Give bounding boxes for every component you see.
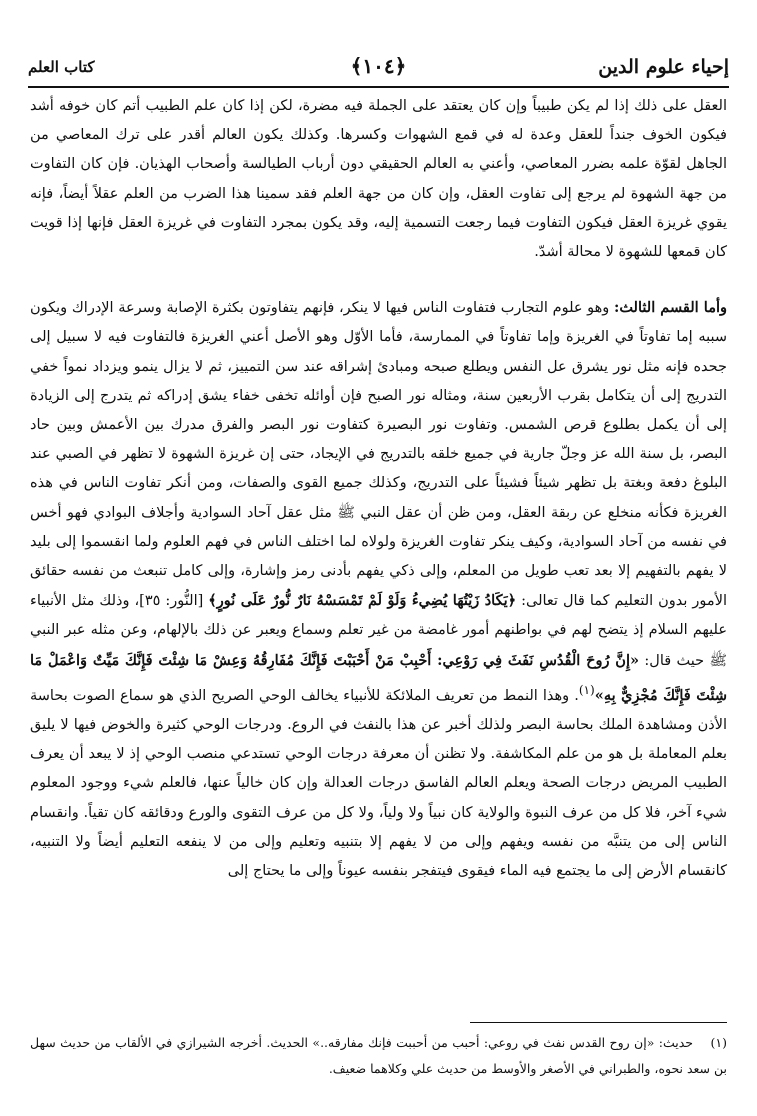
footnote-number: (١): [710, 1035, 727, 1050]
quran-verse: ﴿يَكَادُ زَيْتُهَا يُضِيءُ وَلَوْ لَمْ تَمْسَسْهُ نَارٌ نُّورٌ عَلَى نُورٍ﴾: [208, 592, 517, 610]
paragraph-2: [30, 293, 727, 886]
main-text: [30, 92, 727, 886]
book-title: إحياء علوم الدين: [598, 56, 729, 78]
section-lead: وأما القسم الثالث:: [613, 299, 727, 317]
footnotes: [30, 1030, 727, 1082]
paragraph-gap: [30, 267, 727, 293]
paragraph-2-text: وهو علوم التجارب فتفاوت الناس فيها لا ينكر، فإنهم يتفاوتون بكثرة الإصابة وسرعة الإدراك ويكون سببه إما تفاوتاً في الغريزة وإما تفاوتاً في الممارسة، فأما الأوّل وهو الأصل أعني الغريزة فالتفاوت فيه لا سبيل إلى جحده فإنه مثل نور يشرق عل النفس ويطلع صبحه ومبادئ إشراقه عند سن التمييز، ثم لا يزال ينمو ويزداد نمواً خفي التدريج إلى أن يتكامل بقرب الأربعين سنة، ومثاله نور الصبح فإن أوائله تخفى خفاء يشق إدراكه ثم يتدرج إلى الزيادة إلى أن يكمل بطلوع قرص الشمس. وتفاوت نور البصيرة كتفاوت نور البصر والفرق مدرك بين الأعمش وبين حاد البصر، بل سنة الله عز وجلّ جارية في جميع خلقه بالتدريج في الإيجاد، حتى إن غريزة الشهوة لا تظهر في الصبي عند البلوغ دفعة وبغتة بل تظهر شيئاً فشيئاً على التدريج، وكذلك جميع القوى والصفات، ومن أنكر تفاوت الناس في هذه الغريزة فكأنه منخلع عن ربقة العقل، ومن ظن أن عقل النبي ﷺ مثل عقل آحاد السوادية وأجلاف البوادي فهو أخس في نفسه من آحاد السوادية، وكيف ينكر تفاوت الغريزة ولولاه لما اختلف الناس في فهم العلوم ولما انقسموا إلى بليد لا يفهم بالتفهيم إلا بعد تعب طويل من المعلم، وإلى ذكي يفهم بأدنى رمز وإشارة، وإلى كامل تنبعث من نفسه حقائق الأمور بدون التعليم كما قال تعالى:: [30, 300, 727, 610]
footnote: [30, 1030, 727, 1082]
header-rule: [28, 86, 729, 88]
page-number: ﴿١٠٤﴾: [350, 54, 407, 78]
footnote-marker: (١): [578, 682, 595, 697]
paragraph-2-tail: . وهذا النمط من تعريف الملائكة للأنبياء يخالف الوحي الصريح الذي هو سماع الصوت بحاسة الأذن ومشاهدة الملك بحاسة البصر ولذلك أخبر عن هذا بالنفث في الروع. ودرجات الوحي كثيرة والخوض فيها لا يليق بعلم المعاملة بل هو من علم المكاشفة. ولا تظنن أن معرفة درجات الوحي تستدعي منصب الوحي إذ لا يبعد أن يعرف الطبيب المريض درجات الصحة ويعلم العالم الفاسق درجات العدالة وإن كان خالياً عنها، فالعلم شيء ووجود المعلوم شيء آخر، فلا كل من عرف النبوة والولاية كان نبياً ولا ولياً، ولا كل من عرف التقوى والورع ودقائقه كان تقياً. وانقسام الناس إلى من يتنبَّه من نفسه ويفهم وإلى من لا يفهم إلا بتنبيه وتعليم وإلى من لا ينفعه التعليم أيضاً ولا التنبيه، كانقسام الأرض إلى ما يجتمع فيه الماء فيقوى فيتفجر بنفسه عيوناً وإلى ما يحتاج إلى: [30, 687, 727, 879]
verse-reference: [النُّور: ٣٥]، وذلك مثل الأنبياء عليهم السلام إذ يتضح لهم في بواطنهم أمور غامضة من غير تعلم وسماع ويعبر عن ذلك بالإلهام، وعن مثله عبر النبي ﷺ حيث قال:: [30, 593, 727, 669]
footnote-text: حديث: «إن روح القدس نفث في روعي: أحبب من أحببت فإنك مفارقه..» الحديث. أخرجه الشيرازي في الألقاب من حديث سهل بن سعد نحوه، والطبراني في الأصغر والأوسط من حديث علي وكلاهما ضعيف.: [30, 1035, 727, 1076]
page-header: [28, 52, 729, 88]
section-title: كتاب العلم: [28, 58, 95, 76]
paragraph-1: العقل على ذلك إذا لم يكن طبيباً وإن كان يعتقد على الجملة فيه مضرة، لكن إذا كان علم الطبيب أتم كان خوفه أشد فيكون الخوف جنداً للعقل وعدة له في قمع الشهوات وكسرها. وكذلك يكون العالم أقدر على ترك المعاصي من الجاهل لقوّة علمه بضرر المعاصي، وأعني به العالم الحقيقي دون أرباب الطيالسة وأصحاب الهذيان. فإن كان التفاوت من جهة الشهوة لم يرجع إلى تفاوت العقل، وإن كان من جهة العلم فقد سمينا هذا الضرب من العلم عقلاً أيضاً، فإنه يقوي غريزة العقل فيكون التفاوت فيما رجعت التسمية إليه، وقد يكون بمجرد التفاوت في غريزة العقل فإنها إذا قويت كان قمعها للشهوة لا محالة أشدّ.: [30, 98, 727, 261]
hadith-quote: «إِنَّ رُوحَ الْقُدُسِ نَفَثَ فِي رَوْعِي: أَحْبِبْ مَنْ أَحْبَبْتَ فَإِنَّكَ مُفَارِقُهُ وَعِشْ مَا شِئْتَ فَإِنَّكَ مَيِّتٌ وَاعْمَلْ مَا شِئْتَ فَإِنَّكَ مُجْزِيٌّ بِهِ»: [30, 651, 727, 704]
footnote-rule: [470, 1022, 727, 1023]
